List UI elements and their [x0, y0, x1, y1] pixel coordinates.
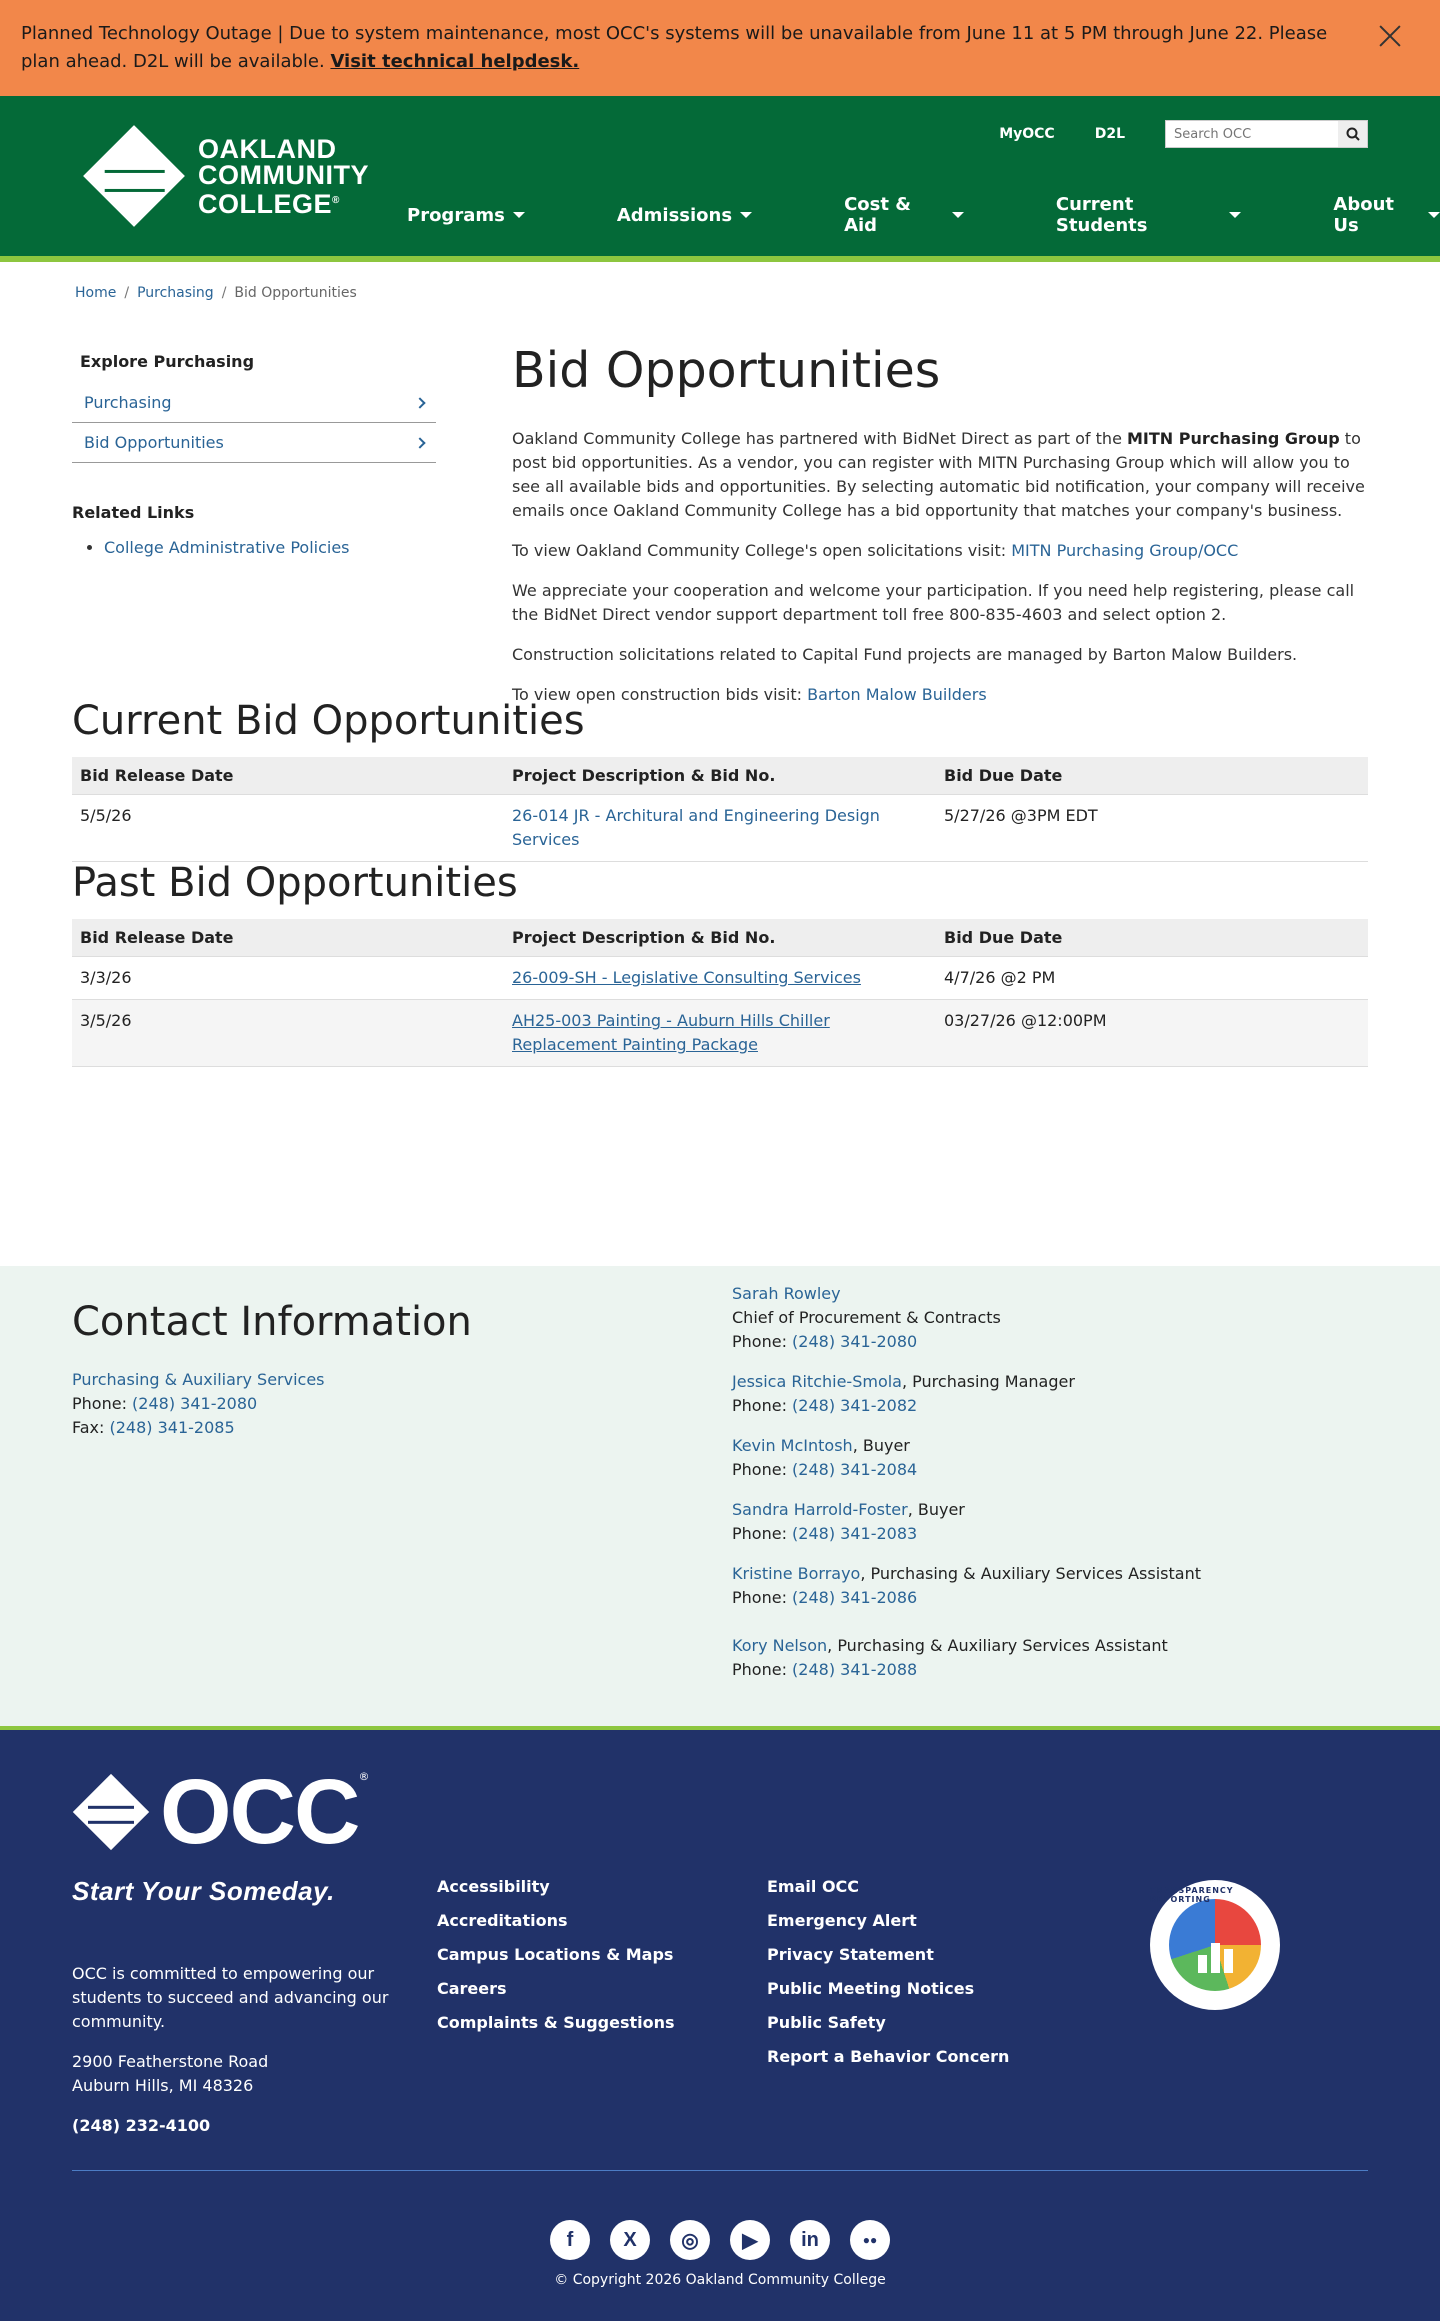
copyright: © Copyright 2026 Oakland Community College: [554, 2272, 886, 2288]
related-links-heading: Related Links: [72, 503, 195, 522]
transparency-badge[interactable]: TRANSPARENCY REPORTING: [1150, 1880, 1280, 2010]
dept-link[interactable]: Purchasing & Auxiliary Services: [72, 1370, 325, 1389]
table-row: [72, 795, 1368, 862]
staff-role: Chief of Procurement & Contracts: [732, 1308, 1001, 1327]
occ-logo[interactable]: [84, 126, 374, 226]
michigan-chart-icon: [1169, 1899, 1261, 1991]
nav-admissions[interactable]: Admissions: [617, 194, 752, 236]
main-nav: [407, 194, 1440, 236]
project-cell: [504, 795, 936, 862]
chevron-right-icon: [414, 437, 425, 448]
list-item: Sarah Rowley Chief of Procurement & Contracts Phone: (248) 341-2080: [732, 1282, 1372, 1354]
page-body: [512, 342, 1368, 723]
staff-list: [732, 1282, 1372, 1698]
page-title: Bid Opportunities: [512, 342, 941, 399]
intro-paragraph: Oakland Community College has partnered with BidNet Direct as part of the MITN Purchasing Group to post bid opportunities. As a vendor, you can register with MITN Purchasing Group which will allow you to see all available bids and opportunities. By selecting automatic bid notification, your company will receive emails once Oakland Community College has a bid opportunity that matches your company's business.: [512, 428, 1365, 520]
footer-logo[interactable]: OCC ®: [72, 1766, 369, 1858]
tagline: Start Your Someday.: [72, 1876, 335, 1906]
col-due-date: Bid Due Date: [936, 919, 1368, 957]
staff-name-link[interactable]: Kristine Borrayo: [732, 1564, 861, 1583]
col-release-date: Bid Release Date: [72, 919, 504, 957]
sidebar: [72, 352, 436, 557]
d2l-link[interactable]: D2L: [1094, 126, 1125, 142]
caret-down-icon: [740, 212, 752, 218]
construction-bids-paragraph: To view open construction bids visit: Barton Malow Builders: [512, 684, 987, 704]
caret-down-icon: [952, 212, 964, 218]
outage-alert-banner: [0, 0, 1440, 96]
helpdesk-link[interactable]: Visit technical helpdesk.: [330, 51, 580, 72]
sidebar-item-bid-opportunities[interactable]: Bid Opportunities: [72, 423, 436, 463]
project-link[interactable]: 26-009-SH - Legislative Consulting Services: [512, 968, 861, 987]
footer-link-careers[interactable]: Careers: [437, 1979, 507, 1998]
construction-paragraph: Construction solicitations related to Capital Fund projects are managed by Barton Malow Builders.: [512, 644, 1298, 664]
footer-divider: [72, 2170, 1368, 2171]
search-input[interactable]: [1166, 121, 1338, 147]
past-bids-table: [72, 919, 1368, 1067]
footer-link-emergency[interactable]: Emergency Alert: [767, 1911, 917, 1930]
youtube-icon[interactable]: ▶: [730, 2220, 770, 2260]
support-paragraph: We appreciate your cooperation and welcome your participation. If you need help registering, please call the BidNet Direct vendor support department toll free 800-835-4603 and select option 2.: [512, 580, 1355, 624]
nav-about-us[interactable]: About Us: [1333, 194, 1440, 236]
project-cell: [504, 957, 936, 1000]
list-item: Kory Nelson, Purchasing & Auxiliary Services Assistant Phone: (248) 341-2088: [732, 1636, 1168, 1679]
footer-link-accessibility[interactable]: Accessibility: [437, 1877, 550, 1896]
footer-link-accreditations[interactable]: Accreditations: [437, 1911, 568, 1930]
table-header-row: [72, 919, 1368, 957]
site-header: [0, 96, 1440, 262]
col-project: Project Description & Bid No.: [504, 919, 936, 957]
current-bids-title: Current Bid Opportunities: [72, 698, 585, 744]
project-link[interactable]: 26-014 JR - Architural and Engineering Design Services: [512, 806, 880, 849]
linkedin-icon[interactable]: in: [790, 2220, 830, 2260]
staff-phone-link[interactable]: (248) 341-2088: [792, 1660, 918, 1679]
dept-phone: Phone: (248) 341-2080: [72, 1394, 258, 1413]
dept-fax: Fax: (248) 341-2085: [72, 1418, 235, 1437]
staff-phone-link[interactable]: (248) 341-2084: [792, 1460, 918, 1479]
logo-wordmark: OAKLAND COMMUNITY COLLEGE®: [198, 133, 369, 219]
caret-down-icon: [513, 212, 525, 218]
fax-link[interactable]: (248) 341-2085: [109, 1418, 235, 1437]
footer-link-behavior[interactable]: Report a Behavior Concern: [767, 2047, 1010, 2066]
occ-diamond-icon: [73, 1774, 149, 1850]
instagram-icon[interactable]: ◎: [670, 2220, 710, 2260]
release-date: 3/5/26: [72, 1000, 504, 1067]
search-box: [1165, 120, 1368, 148]
current-bids-table: [72, 757, 1368, 862]
footer-link-privacy[interactable]: Privacy Statement: [767, 1945, 934, 1964]
footer-links-col2: [767, 1870, 1009, 2074]
nav-programs[interactable]: Programs: [407, 194, 525, 236]
staff-name-link[interactable]: Kory Nelson: [732, 1636, 828, 1655]
barton-malow-link[interactable]: Barton Malow Builders: [807, 684, 987, 704]
footer-link-campus-maps[interactable]: Campus Locations & Maps: [437, 1945, 674, 1964]
utility-nav: [999, 120, 1368, 148]
breadcrumb-purchasing[interactable]: Purchasing: [137, 285, 214, 301]
caret-down-icon: [1229, 212, 1241, 218]
nav-cost-aid[interactable]: Cost & Aid: [844, 194, 964, 236]
footer-links-col1: [437, 1870, 675, 2040]
past-bids-title: Past Bid Opportunities: [72, 860, 518, 906]
myocc-link[interactable]: MyOCC: [999, 126, 1055, 142]
search-icon[interactable]: [1338, 121, 1367, 147]
x-twitter-icon[interactable]: X: [610, 2220, 650, 2260]
list-item: [104, 538, 436, 557]
col-project: Project Description & Bid No.: [504, 757, 936, 795]
sidebar-heading: Explore Purchasing: [80, 352, 255, 371]
list-item: Kristine Borrayo, Purchasing & Auxiliary Services Assistant Phone: (248) 341-2086: [732, 1564, 1201, 1607]
contact-title: Contact Information: [72, 1299, 472, 1345]
college-policies-link[interactable]: College Administrative Policies: [104, 538, 350, 557]
current-bids-section: [72, 697, 1368, 862]
project-link[interactable]: AH25-003 Painting - Auburn Hills Chiller Replacement Painting Package: [512, 1011, 830, 1054]
staff-phone-link[interactable]: (248) 341-2083: [792, 1524, 918, 1543]
table-row: [72, 957, 1368, 1000]
breadcrumb: Home / Purchasing / Bid Opportunities: [75, 285, 357, 301]
col-release-date: Bid Release Date: [72, 757, 504, 795]
due-date: 4/7/26 @2 PM: [936, 957, 1368, 1000]
staff-phone-link[interactable]: (248) 341-2082: [792, 1396, 918, 1415]
social-links: [550, 2220, 890, 2260]
release-date: 3/3/26: [72, 957, 504, 1000]
footer-phone[interactable]: (248) 232-4100: [72, 2116, 211, 2135]
footer-about: [72, 1962, 392, 2154]
due-date: 5/27/26 @3PM EDT: [936, 795, 1368, 862]
occ-diamond-icon: [83, 125, 185, 227]
related-links-list: [72, 538, 436, 557]
staff-name-link[interactable]: Sandra Harrold-Foster: [732, 1500, 908, 1519]
list-item: Kevin McIntosh, Buyer Phone: (248) 341-2084: [732, 1436, 918, 1479]
past-bids-section: [72, 859, 1368, 1067]
staff-name-link[interactable]: Jessica Ritchie-Smola: [732, 1372, 902, 1391]
footer-link-complaints[interactable]: Complaints & Suggestions: [437, 2013, 675, 2032]
footer-link-safety[interactable]: Public Safety: [767, 2013, 886, 2032]
mitn-link[interactable]: MITN Purchasing Group/OCC: [1011, 540, 1239, 560]
list-item: Jessica Ritchie-Smola, Purchasing Manager Phone: (248) 341-2082: [732, 1372, 1075, 1415]
breadcrumb-home[interactable]: Home: [75, 285, 117, 301]
sidebar-item-purchasing[interactable]: Purchasing: [72, 383, 436, 423]
breadcrumb-current: Bid Opportunities: [234, 285, 357, 301]
mission-text: OCC is committed to empowering our students to succeed and advancing our community.: [72, 1964, 389, 2031]
list-item: Sandra Harrold-Foster, Buyer Phone: (248) 341-2083: [732, 1500, 965, 1543]
nav-current-students[interactable]: Current Students: [1056, 194, 1242, 236]
project-cell: [504, 1000, 936, 1067]
staff-phone-link[interactable]: (248) 341-2086: [792, 1588, 918, 1607]
contact-main: [72, 1296, 472, 1440]
table-row: [72, 1000, 1368, 1067]
staff-name-link[interactable]: Sarah Rowley: [732, 1284, 841, 1303]
staff-phone-link[interactable]: (248) 341-2080: [792, 1332, 918, 1351]
footer-link-meetings[interactable]: Public Meeting Notices: [767, 1979, 975, 1998]
caret-down-icon: [1428, 212, 1440, 218]
address: 2900 Featherstone Road Auburn Hills, MI 48326: [72, 2052, 269, 2095]
phone-link[interactable]: (248) 341-2080: [132, 1394, 258, 1413]
solicitations-paragraph: To view Oakland Community College's open solicitations visit: MITN Purchasing Group/OCC: [512, 540, 1239, 560]
due-date: 03/27/26 @12:00PM: [936, 1000, 1368, 1067]
alert-text: Planned Technology Outage | Due to system maintenance, most OCC's systems will be unavailable from June 11 at 5 PM through June 22. Please plan ahead. D2L will be available.: [21, 23, 1328, 72]
sidebar-nav: [72, 383, 436, 463]
facebook-icon[interactable]: f: [550, 2220, 590, 2260]
footer-link-email[interactable]: Email OCC: [767, 1877, 860, 1896]
chevron-right-icon: [414, 397, 425, 408]
staff-name-link[interactable]: Kevin McIntosh: [732, 1436, 853, 1455]
close-icon[interactable]: [1374, 20, 1406, 52]
release-date: 5/5/26: [72, 795, 504, 862]
col-due-date: Bid Due Date: [936, 757, 1368, 795]
contact-section: [0, 1266, 1440, 1730]
flickr-icon[interactable]: ●●: [850, 2220, 890, 2260]
table-header-row: [72, 757, 1368, 795]
site-footer: [0, 1730, 1440, 2321]
main-content: [0, 262, 1440, 1266]
